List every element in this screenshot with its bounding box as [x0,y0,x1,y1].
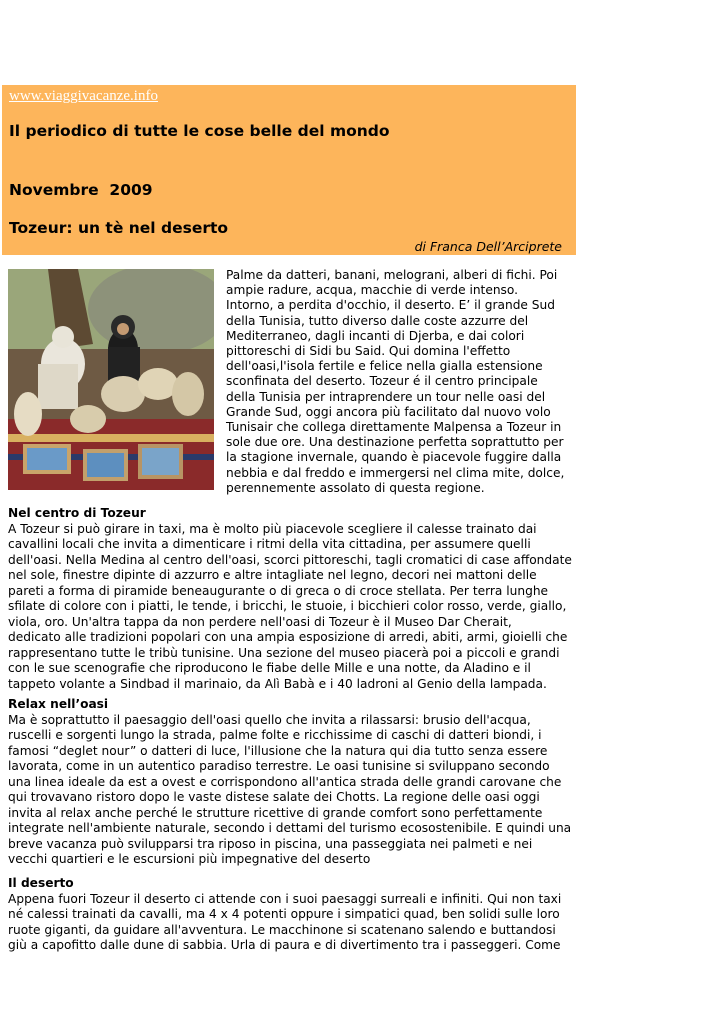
body-line: invita al relax anche perché le strutture ricettive di grande comfort sono perfettamente [8,805,543,820]
intro-line: sole due ore. Una destinazione perfetta soprattutto per [226,435,564,450]
intro-line: Intorno, a perdita d'occhio, il deserto. E’ il grande Sud [226,298,556,313]
intro-line: della Tunisia per intraprendere un tour nelle oasi del [226,389,546,404]
section-centro-tozeur [8,506,574,692]
section-heading: Il deserto [8,876,74,890]
intro-line: della Tunisia, tutto diverso dalle coste azzurre del [226,313,529,328]
intro-line: nebbia e dal freddo e immergersi nel clima mite, dolce, [226,465,565,480]
body-line: una linea ideale da est a ovest e corrispondono all'antica strada delle grandi carovane che [8,774,562,789]
body-line: qui trovavano ristoro dopo le vaste distese salate dei Chotts. La regione delle oasi oggi [8,790,540,804]
body-line: cavallini locali che invita a dimenticare i ritmi della vita cittadina, per assumere quelli [8,537,531,551]
body-line: dedicato alle tradizioni popolari con una ampia esposizione di arredi, abiti, armi, gioielli che [8,630,568,644]
section-heading: Relax nell’oasi [8,697,109,711]
byline: di Franca Dell’Arciprete [414,239,562,254]
body-line: pareti a forma di piramide beneaugurante o di greca o di croce stellata. Per terra lunghe [8,583,549,598]
intro-line: sconfinata del deserto. Tozeur é il centro principale [226,374,538,389]
body-line: tappeto volante a Sindbad il marinaio, da Alì Babà e i 40 ladroni al Genio della lampada. [8,676,547,691]
intro-line: dell'oasi,l'isola fertile e felice nella gialla estensione [226,359,543,374]
body-line: Ma è soprattutto il paesaggio dell'oasi quello che invita a rilassarsi: brusio dell'acqua, [8,712,531,727]
issue-date: Novembre 2009 [9,181,153,199]
header-banner [2,85,576,255]
body-line: né calessi trainati da cavalli, ma 4 x 4 potenti oppure i simpatici quad, ben solidi sulle loro [8,907,560,921]
intro-line: Tunisair che collega direttamente Malpensa a Tozeur in [226,420,562,435]
body-line: nel sole, finestre dipinte di azzurro e altre intagliate nel legno, decori nei mattoni delle [8,568,537,582]
periodico-tagline: Il periodico di tutte le cose belle del mondo [9,122,390,140]
body-line: con le sue scenografie che riproducono le fiabe delle Mille e una notte, da Aladino e il [8,661,531,675]
intro-line: Mediterraneo, dagli incanti di Djerba, e dai colori [226,328,525,343]
section-heading: Nel centro di Tozeur [8,506,146,520]
intro-line: Grande Sud, oggi ancora più facilitato dal nuovo volo [226,404,551,419]
body-line: A Tozeur si può girare in taxi, ma è molto più piacevole scegliere il calesse trainato dai [8,521,537,536]
body-line: lavorata, come in un autentico paradiso terrestre. Le oasi tunisine si sviluppano secondo [8,759,550,773]
section-deserto [8,876,574,954]
market-photo-icon [8,269,214,490]
site-link[interactable]: www.viaggivacanze.info [9,88,158,104]
body-line: giù a capofitto dalle dune di sabbia. Urla di paura e di divertimento tra i passeggeri. Come [8,938,561,952]
body-line: dell'oasi. Nella Medina al centro dell'oasi, scorci pittoreschi, tagli cromatici di case affondate [8,552,572,567]
body-line: vecchi quartieri e le escursioni più impegnative del deserto [8,852,371,866]
market-photo [8,269,214,490]
intro-line: ampie radure, acqua, macchie di verde intenso. [226,283,519,298]
body-line: viola, oro. Un'altra tappa da non perdere nell'oasi di Tozeur è il Museo Dar Cherait, [8,614,512,629]
intro-paragraph [226,268,571,496]
article-title: Tozeur: un tè nel deserto [9,219,229,237]
body-line: rappresentano tutte le tribù tunisine. Una sezione del museo piacerà poi a piccoli e grandi [8,645,560,660]
body-line: sfilate di colore con i piatti, le tende, i bricchi, le stuoie, i bicchieri color rosso, verde, giallo, [8,599,567,613]
body-line: ruscelli e sorgenti lungo la strada, palme folte e ricchissime di caschi di datteri biondi, i [8,728,542,742]
intro-line: la stagione invernale, quando è piacevole fuggire dalla [226,450,562,465]
body-line: Appena fuori Tozeur il deserto ci attende con i suoi paesaggi surreali e infiniti. Qui non taxi [8,891,562,906]
body-line: ruote giganti, da guidare all'avventura. Le macchinone si scatenano salendo e buttandosi [8,922,556,937]
intro-line: pittoreschi di Sidi bu Said. Qui domina l'effetto [226,344,511,359]
intro-line: perennemente assolato di questa regione. [226,480,485,495]
body-line: breve vacanza può svilupparsi tra riposo in piscina, una passeggiata nei palmeti e nei [8,836,533,851]
section-relax-oasi [8,697,574,868]
intro-line: Palme da datteri, banani, melograni, alberi di fichi. Poi [226,268,558,282]
body-line: integrate nell'ambiente naturale, secondo i dettami del turismo ecosostenibile. E quindi una [8,821,572,835]
body-line: famosi “deglet nour” o datteri di luce, l'illusione che la natura qui dia tutto senza essere [8,743,548,758]
